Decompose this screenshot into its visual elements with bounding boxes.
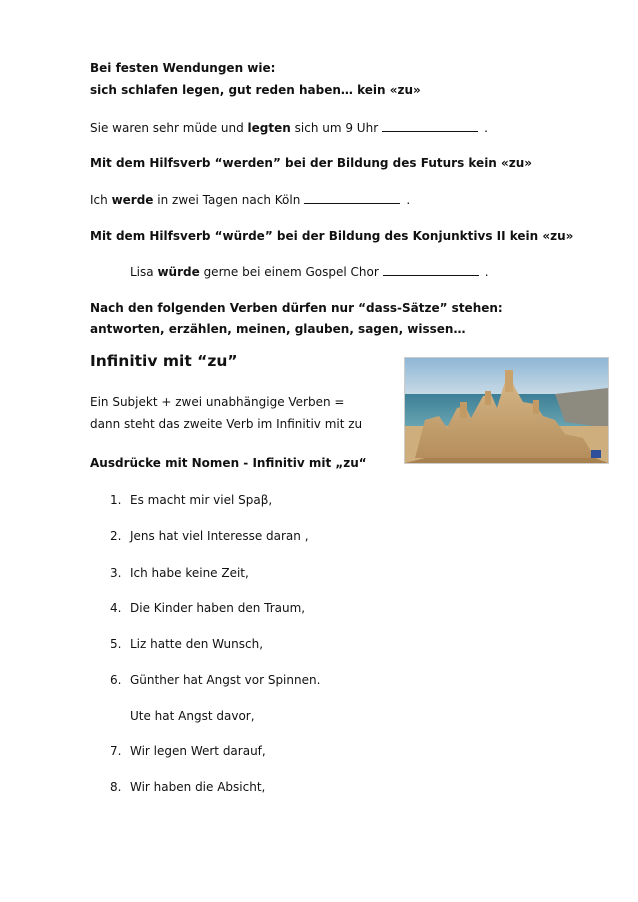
example-2-middle: in zwei Tagen nach Köln [157,193,301,207]
rule-dass-verbs: antworten, erzählen, meinen, glauben, sagen, wissen… [90,322,466,336]
list-item [110,600,305,616]
example-3-verb: würde [157,265,200,279]
definition-line-2: dann steht das zweite Verb im Infinitiv mit zu [90,417,363,431]
list-item-number: 8. [110,780,122,794]
list-item [110,779,265,795]
list-item-text: Die Kinder haben den Traum, [130,601,306,615]
list-item-text: Jens hat viel Interesse daran , [130,529,309,543]
list-item [110,636,263,652]
example-3-end: . [484,265,489,279]
list-item-number: 2. [110,529,122,543]
section-title: Infinitiv mit “zu” [90,352,238,370]
example-2-end: . [406,193,411,207]
list-item-number: 5. [110,637,122,651]
rule-werden-title: Mit dem Hilfsverb “werden” bei der Bildung des Futurs kein «zu» [90,156,533,170]
list-item [110,708,255,724]
list-item-text: Wir legen Wert darauf, [130,744,266,758]
list-item [110,672,320,688]
blank-line-2 [304,192,400,204]
blank-line-3 [383,264,479,276]
list-item-number: 7. [110,744,122,758]
list-item-number: 6. [110,673,122,687]
example-sentence-1 [90,120,488,136]
example-sentence-3 [130,264,489,280]
blank-line-1 [382,120,478,132]
sandcastle-illustration [405,358,608,463]
example-1-middle: sich um 9 Uhr [294,121,379,135]
rule-fixed-phrases-examples: sich schlafen legen, gut reden haben… kein «zu» [90,83,421,97]
list-item-text: Ute hat Angst davor, [130,709,255,723]
example-1-end: . [484,121,488,135]
example-2-verb: werde [111,193,154,207]
list-item-text: Es macht mir viel Spaβ, [130,493,273,507]
list-item-text: Günther hat Angst vor Spinnen. [130,673,321,687]
rule-fixed-phrases-title: Bei festen Wendungen wie: [90,61,276,75]
example-sentence-2 [90,192,410,208]
subsection-title: Ausdrücke mit Nomen - Infinitiv mit „zu“ [90,456,367,470]
list-item [110,492,272,508]
list-item [110,743,266,759]
rule-wuerde-title: Mit dem Hilfsverb “würde” bei der Bildung des Konjunktivs II kein «zu» [90,229,574,243]
sandcastle-image [404,357,609,464]
example-1-verb: legten [247,121,291,135]
list-item [110,528,309,544]
list-item-text: Liz hatte den Wunsch, [130,637,264,651]
example-2-start: Ich [90,193,108,207]
definition-line-1: Ein Subjekt + zwei unabhängige Verben = [90,395,345,409]
list-item [110,565,249,581]
list-item-number: 4. [110,601,122,615]
example-1-start: Sie waren sehr müde und [90,121,244,135]
example-3-middle: gerne bei einem Gospel Chor [203,265,379,279]
list-item-number: 3. [110,566,122,580]
example-3-start: Lisa [130,265,154,279]
rule-dass-title: Nach den folgenden Verben dürfen nur “dass-Sätze” stehen: [90,301,503,315]
list-item-number: 1. [110,493,122,507]
list-item-text: Ich habe keine Zeit, [130,566,249,580]
list-item-text: Wir haben die Absicht, [130,780,266,794]
